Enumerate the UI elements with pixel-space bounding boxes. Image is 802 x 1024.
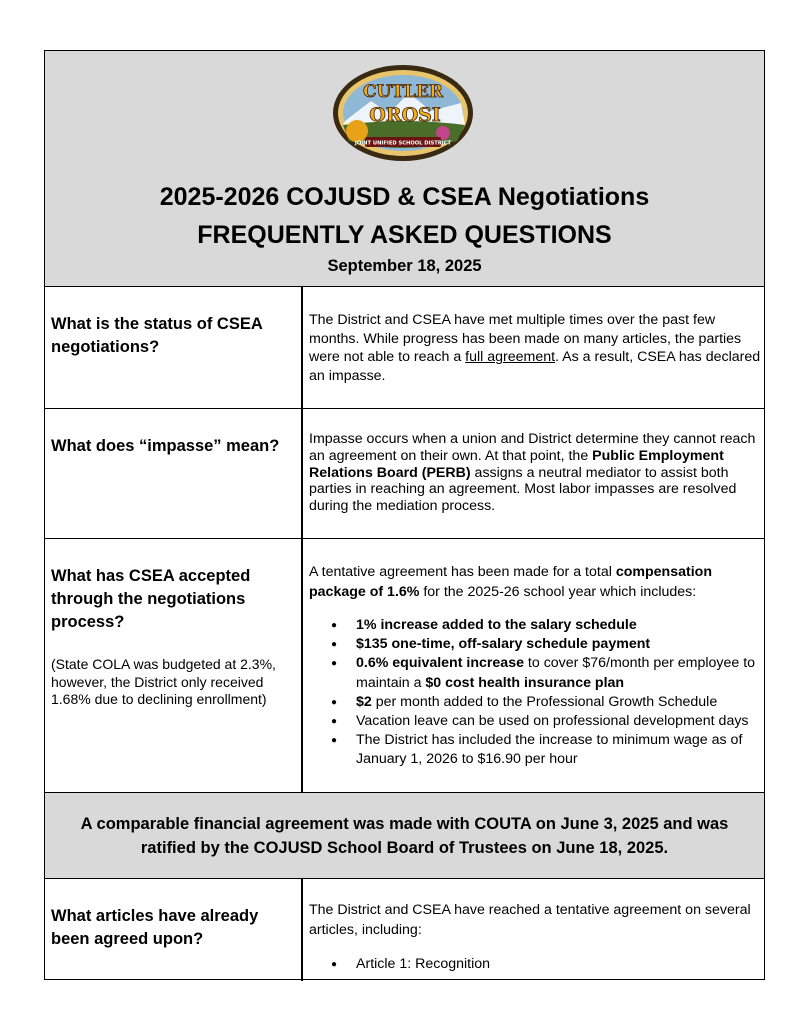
column-divider <box>301 879 303 981</box>
faq-row-articles <box>45 879 764 981</box>
list-item <box>309 731 761 769</box>
column-divider <box>301 539 303 792</box>
answer-text: assigns a neutral mediator to assist both parties in reaching an agreement. Most labor impasses are resolved during the mediation process. <box>309 464 737 515</box>
answer-underlined: full agreement <box>465 349 556 365</box>
list-item <box>309 955 761 974</box>
title-line-1: 2025-2026 COJUSD & CSEA Negotiations <box>159 183 650 211</box>
list-item <box>309 712 761 731</box>
list-item <box>309 616 761 635</box>
column-divider <box>301 287 303 408</box>
logo-text-top: CUTLER <box>362 82 444 102</box>
title-line-2: FREQUENTLY ASKED QUESTIONS <box>197 221 612 249</box>
answer-status <box>309 311 761 385</box>
faq-row-accepted <box>45 539 764 793</box>
list-item <box>309 693 761 712</box>
question-articles: What articles have already been agreed upon? <box>51 907 259 948</box>
faq-row-status <box>45 287 764 409</box>
answer-bold: Public Employment Relations Board (PERB) <box>309 447 724 481</box>
accepted-list <box>309 616 761 770</box>
answer-text: The District and CSEA have met multiple times over the past few months. While progress has been made on many articles, the parties were not able to reach a <box>309 312 742 365</box>
list-item-text: per month added to the Professional Growth Schedule <box>371 693 718 710</box>
answer-accepted-intro <box>309 563 761 602</box>
list-item <box>309 654 761 692</box>
answer-text: Impasse occurs when a union and District determine they cannot reach an agreement on their own. At that point, the <box>309 431 756 464</box>
list-item-bold: 1% increase added to the salary schedule <box>356 617 637 633</box>
logo-text-mid: OROSI <box>369 104 441 126</box>
answer-text: A tentative agreement has been made for a total <box>309 564 616 580</box>
question-impasse: What does “impasse” mean? <box>51 437 280 455</box>
document-header <box>45 51 764 287</box>
list-item-bold: $0 cost health insurance plan <box>425 674 625 691</box>
answer-text: . As a result, CSEA has declared an impasse. <box>309 349 761 384</box>
column-divider <box>301 409 303 538</box>
district-logo <box>331 63 475 163</box>
answer-impasse <box>309 431 761 515</box>
answer-articles: The District and CSEA have reached a tentative agreement on several articles, including: <box>309 902 751 938</box>
cola-note: (State COLA was budgeted at 2.3%, however, the District only received 1.68% due to declining enrollment) <box>51 656 276 707</box>
list-item-bold: $2 <box>356 693 372 710</box>
faq-row-impasse <box>45 409 764 539</box>
list-item-text: The District has included the increase to minimum wage as of January 1, 2026 to $16.90 per hour <box>356 732 743 768</box>
articles-list <box>309 955 761 974</box>
banner-text: A comparable financial agreement was made with COUTA on June 3, 2025 and was ratified by the COJUSD School Board of Trustees on June 18, 2025. <box>80 815 729 857</box>
list-item-text: Vacation leave can be used on professional development days <box>356 713 749 730</box>
faq-document <box>44 50 765 980</box>
question-accepted: What has CSEA accepted through the negotiations process? <box>51 567 251 631</box>
list-item-bold: $135 one-time, off-salary schedule payment <box>356 636 651 653</box>
list-item-text: Article 1: Recognition <box>356 956 491 972</box>
question-status: What is the status of CSEA negotiations? <box>51 315 263 356</box>
answer-bold: compensation package of 1.6% <box>309 564 712 600</box>
list-item-bold: 0.6% equivalent increase <box>356 655 524 672</box>
document-date: September 18, 2025 <box>327 257 482 275</box>
logo-text-bottom: JOINT UNIFIED SCHOOL DISTRICT <box>354 140 452 147</box>
couta-banner <box>45 793 764 879</box>
list-item-text: to cover $76/month per employee to maintain a <box>356 655 756 691</box>
list-item <box>309 635 761 654</box>
answer-text: for the 2025-26 school year which includes: <box>419 583 697 600</box>
